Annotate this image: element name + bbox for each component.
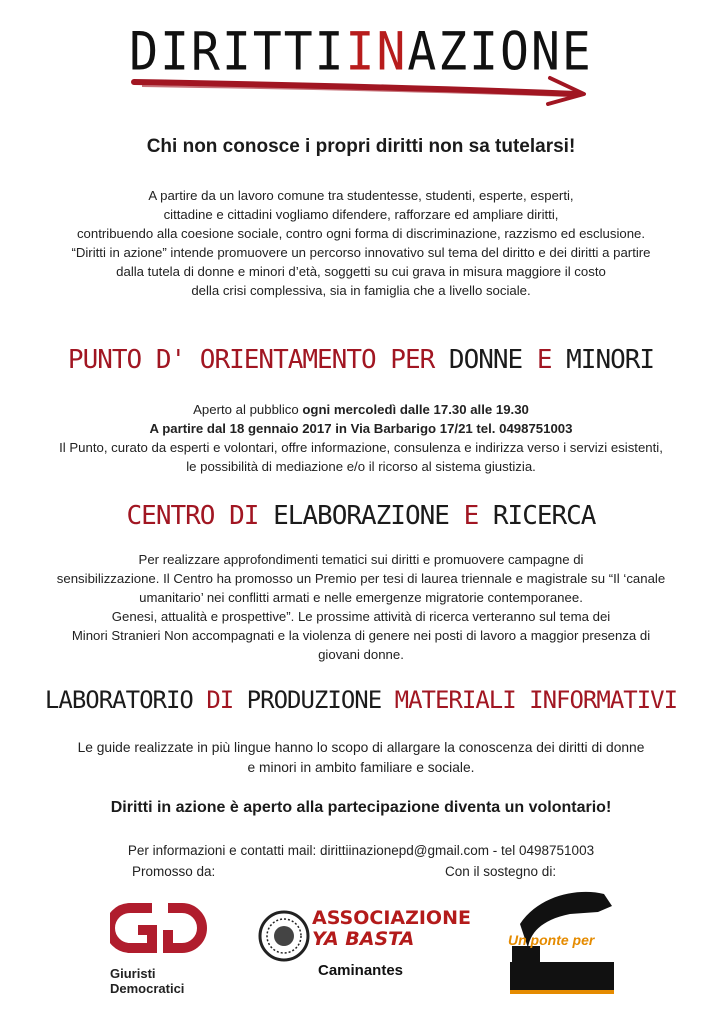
centro-line: sensibilizzazione. Il Centro ha promosso un Premio per tesi di laurea triennale e magistrale su “Il ‘canale — [56, 571, 666, 586]
centro-paragraph — [0, 550, 722, 664]
section-title-punto — [0, 344, 722, 376]
intro-line: contribuendo alla coesione sociale, contro ogni forma di discriminazione, razzismo ed esclusione. — [76, 226, 646, 241]
punto-paragraph — [0, 400, 722, 476]
volunteer-callout: Diritti in azione è aperto alla partecipazione diventa un volontario! — [110, 799, 612, 816]
title-part: DI — [206, 686, 247, 714]
intro-line: “Diritti in azione” intende promuovere un percorso innovativo sul tema del diritto e dei diritti a partire — [71, 245, 651, 260]
intro-line: dalla tutela di donne e minori d’età, soggetti su cui grava in misura maggiore il costo — [116, 264, 606, 279]
punto-line — [0, 400, 722, 419]
title-part: DONNE — [448, 345, 537, 375]
logo-part-in: IN — [345, 21, 408, 83]
centro-line: giovani donne. — [318, 647, 404, 662]
ya-basta-line: YA BASTA — [312, 928, 415, 950]
laboratorio-paragraph — [0, 738, 722, 778]
title-part: LABORATORIO — [44, 686, 207, 714]
title-part: ELABORAZIONE — [273, 501, 464, 531]
ya-basta-line: ASSOCIAZIONE — [312, 907, 471, 929]
contact-info[interactable]: Per informazioni e contatti mail: dirittiinazionepd@gmail.com - tel 0498751003 — [127, 843, 595, 858]
ya-basta-seal-icon — [258, 910, 310, 962]
giuristi-democratici-logo-icon — [110, 900, 210, 962]
ya-basta-title — [312, 908, 471, 950]
centro-line: umanitario’ nei conflitti armati e nelle emergenze migratorie contemporanee. — [139, 590, 583, 605]
punto-address: A partire dal 18 gennaio 2017 in Via Barbarigo 17/21 tel. 0498751003 — [149, 421, 573, 436]
red-arrow-icon — [130, 66, 590, 106]
punto-line: Il Punto, curato da esperti e volontari, offre informazione, consulenza e indirizza verso i servizi esistenti, — [59, 440, 663, 455]
title-part: PRODUZIONE — [246, 686, 395, 714]
centro-line: Minori Stranieri Non accompagnati e la violenza di genere nei posti di lavoro a maggior presenza di — [71, 628, 651, 643]
intro-line: della crisi complessiva, sia in famiglia che a livello sociale. — [191, 283, 531, 298]
tagline: Chi non conosce i propri diritti non sa tutelarsi! — [146, 136, 576, 157]
punto-line: le possibilità di mediazione e/o il ricorso al sistema giustizia. — [186, 459, 536, 474]
title-part: MINORI — [566, 345, 655, 375]
section-title-laboratorio — [0, 684, 722, 716]
laboratorio-line: Le guide realizzate in più lingue hanno lo scopo di allargare la conoscenza dei diritti di donne — [77, 740, 645, 755]
section-title-centro — [0, 500, 722, 532]
title-part: RICERCA — [492, 501, 596, 531]
intro-line: cittadine e cittadini vogliamo difendere, rafforzare ed ampliare diritti, — [163, 207, 559, 222]
gd-caption — [110, 966, 184, 996]
gd-caption-line: Democratici — [110, 981, 185, 996]
un-ponte-per-text: Un ponte per — [508, 932, 595, 948]
sostegno-label: Con il sostegno di: — [445, 864, 557, 879]
logo-part-azione: AZIONE — [407, 21, 593, 83]
intro-paragraph — [0, 186, 722, 300]
centro-line: Per realizzare approfondimenti tematici sui diritti e promuovere campagne di — [138, 552, 584, 567]
punto-hours: ogni mercoledì dalle 17.30 alle 19.30 — [302, 402, 529, 417]
ya-basta-subtitle: Caminantes — [318, 962, 404, 979]
promosso-label: Promosso da: — [132, 864, 216, 879]
intro-line: A partire da un lavoro comune tra studentesse, studenti, esperte, esperti, — [148, 188, 574, 203]
punto-line1-text: Aperto al pubblico — [193, 402, 303, 417]
title-part: CENTRO DI — [126, 501, 274, 531]
title-part: E — [463, 501, 493, 531]
gd-caption-line: Giuristi — [110, 966, 156, 981]
punto-line — [0, 419, 722, 438]
title-part: E — [536, 345, 567, 375]
logo-part-diritti: DIRITTI — [129, 21, 346, 83]
title-part: PUNTO D' ORIENTAMENTO PER — [67, 345, 449, 375]
laboratorio-line: e minori in ambito familiare e sociale. — [247, 760, 475, 775]
centro-line: Genesi, attualità e prospettive”. Le prossime attività di ricerca verteranno sul tema dei — [111, 609, 611, 624]
title-part: MATERIALI INFORMATIVI — [394, 686, 678, 714]
